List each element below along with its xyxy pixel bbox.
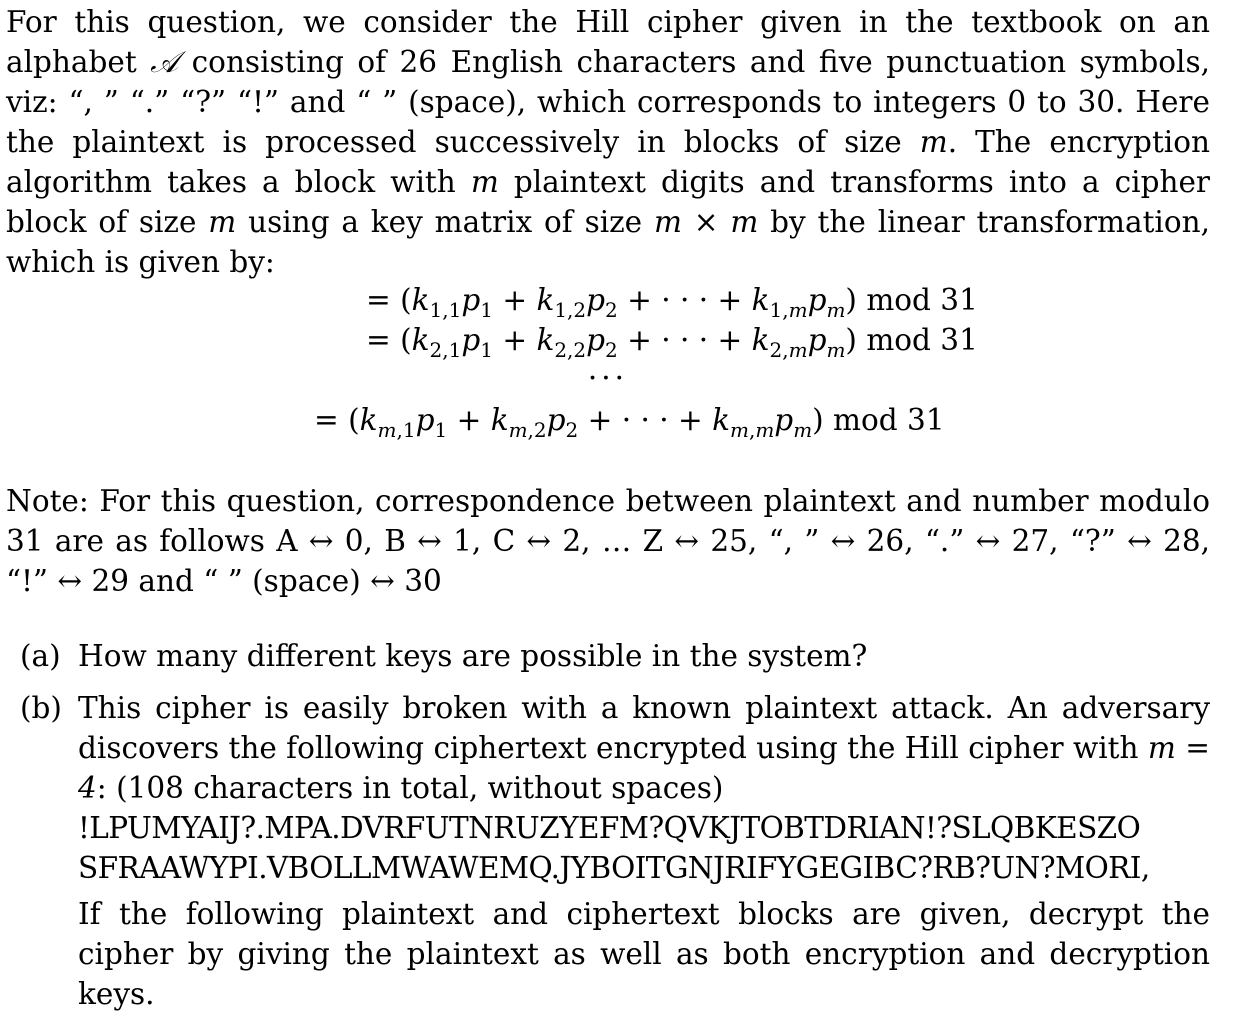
question-b-body: [78, 688, 1210, 1014]
math-m: m: [470, 165, 499, 199]
ciphertext-line-1: !LPUMYAIJ?.MPA.DVRFUTNRUZYEFM?QVKJTOBTDRIAN!?SLQBKESZO: [78, 811, 1141, 845]
intro-text-3: . The encryption algorithm takes a block with: [6, 125, 1210, 199]
question-b-intro: This cipher is easily broken with a known plaintext attack. An adversary discovers the following ciphertext encrypted using the Hill cipher with m = 4: (108 characters in total, without spaces): [78, 691, 1210, 805]
intro-paragraph: [6, 2, 1210, 282]
ciphertext-line-2: SFRAAWYPI.VBOLLMWAWEMQ.JYBOITGNJRIFYGEGIBC?RB?UN?MORI,: [78, 851, 1150, 885]
alphabet-symbol: 𝒜: [150, 45, 179, 79]
question-b-instruction: If the following plaintext and ciphertext blocks are given, decrypt the cipher by giving the plaintext as well as both encryption and decryption keys.: [78, 897, 1210, 1011]
question-a-label: (a): [20, 639, 61, 673]
note-correspondence: A ↔ 0, B ↔ 1, C ↔ 2, … Z ↔ 25, “, ” ↔ 26, “.” ↔ 27, “?” ↔ 28, “!” ↔ 29 and “ ” (space) ↔ 30: [6, 524, 1211, 598]
equation-rhs: = ($k_{m,1}p_1 + k_{m,2}p_2$ + · · · + $k_{m,m}p_m$) mod 31: [314, 403, 945, 442]
intro-text-5: using a key matrix of size: [236, 205, 654, 239]
note-paragraph: [6, 481, 1210, 601]
math-m: m: [919, 125, 948, 159]
intro-text-6: by the linear transformation, which is given by:: [6, 205, 1211, 279]
equation-rhs: = ($k_{1,1}p_1 + k_{1,2}p_2$ + · · · + $k_{1,m}p_m$) mod 31: [366, 283, 978, 322]
question-a-text: How many different keys are possible in the system?: [78, 639, 868, 673]
intro-text-2: consisting of 26 English characters and five punctuation symbols, viz: “, ” “.” “?” “!” and “ ” (space), which corresponds to integers 0 to 30. Here the plaintext is processed successively in blocks of size: [6, 45, 1210, 159]
intro-text-1: For this question, we consider the Hill cipher given in the textbook on an alphabet: [6, 5, 1210, 79]
note-text-1: Note: For this question, correspondence between plaintext and number modulo 31 are as follows: [6, 484, 1210, 558]
equation-rhs: = ($k_{2,1}p_1 + k_{2,2}p_2$ + · · · + $k_{2,m}p_m$) mod 31: [366, 323, 978, 362]
intro-text-4: plaintext digits and transforms into a cipher block of size: [6, 165, 1211, 239]
question-b-label: (b): [20, 691, 62, 725]
math-m-times-m: m × m: [653, 205, 759, 239]
equation-ellipsis: ···: [587, 361, 629, 395]
math-m: m: [208, 205, 237, 239]
